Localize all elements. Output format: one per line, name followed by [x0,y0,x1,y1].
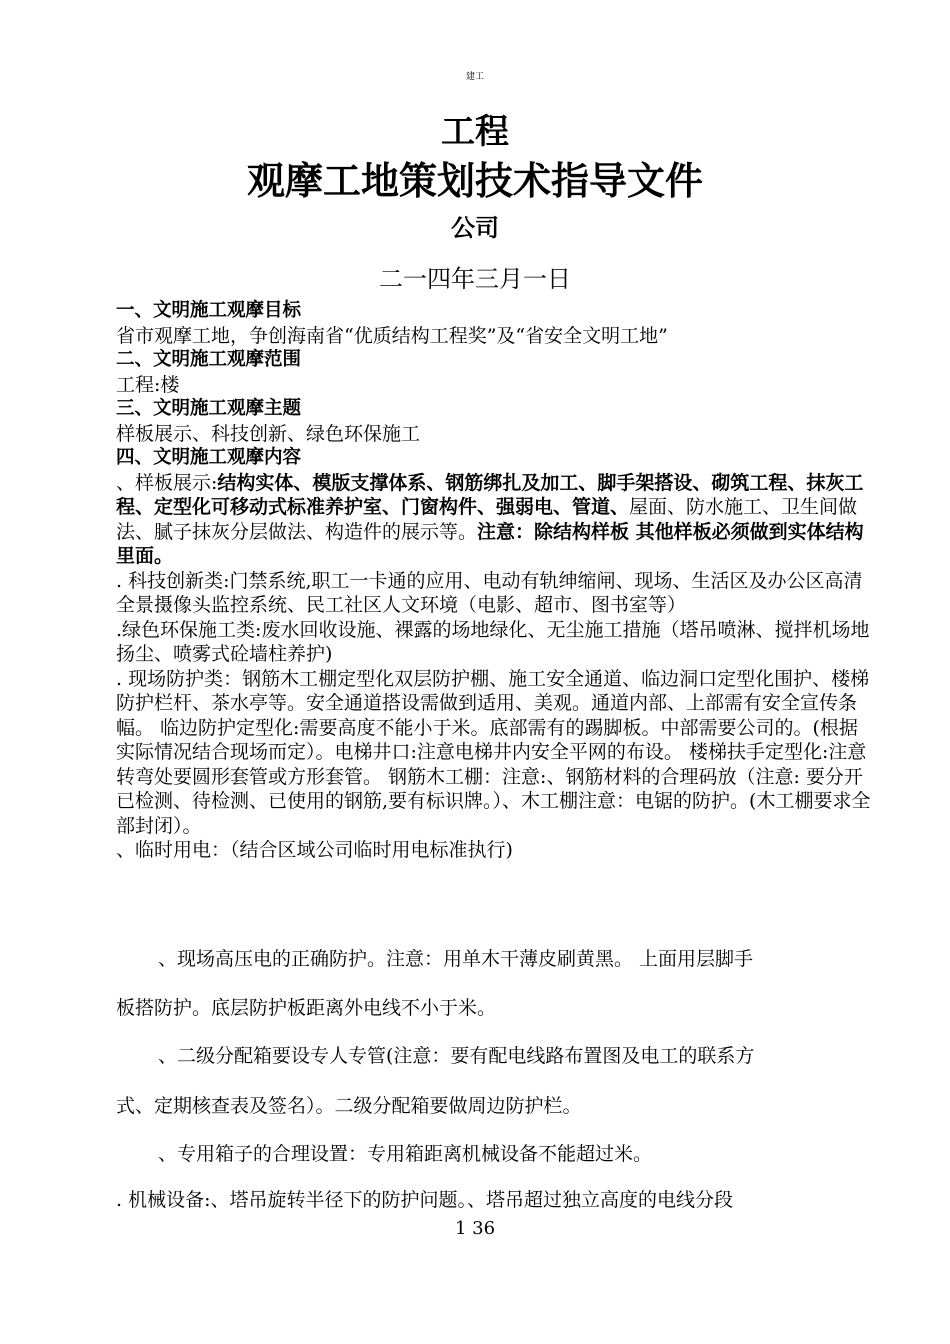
sample-display-paragraph [116,471,876,569]
distribution-box-paragraph [116,1044,876,1068]
section-1-heading: 一、文明施工观摩目标 [116,300,302,321]
sample-display-items: 屋面、防水施工、卫生间做法、腻子抹灰分层做法、构造件的展示等。 [116,496,858,543]
hv-protection-paragraph-cont [116,996,876,1020]
section-3-body: 样板展示、科技创新、绿色环保施工 [116,422,421,445]
page-header: 建工 [465,72,484,82]
distribution-box-paragraph-cont [116,1094,876,1118]
cover-title-line1: 工程 [441,112,509,152]
hv-protection-line2: 板搭防护。底层防护板距离外电线不小于米。 [116,997,497,1019]
hv-protection-paragraph [116,947,876,971]
distribution-box-line1: 、二级分配箱要设专人专管(注意：要有配电线路布置图及电工的联系方 [158,1045,755,1067]
cover-company: 公司 [451,214,499,242]
hv-protection-line1: 、现场高压电的正确防护。注意：用单木干薄皮刷黄黑。 上面用层脚手 [158,948,754,970]
page-total: 36 [472,1218,496,1239]
special-box-paragraph [116,1142,876,1166]
document-body [116,299,876,863]
page-number: 1 [454,1218,467,1239]
section-4-heading: 四、文明施工观摩内容 [116,447,302,468]
section-2-heading: 二、文明施工观摩范围 [116,349,302,370]
page-footer [0,1218,950,1239]
section-2-body: 工程:楼 [116,373,180,396]
cover-title-line2: 观摩工地策划技术指导文件 [246,159,703,203]
sample-display-items-bold: 结构实体、模版支撑体系、钢筋绑扎及加工、脚手架搭设、砌筑工程、抹灰工程、定型化可移动式标准养护室、门窗构件、强弱电、管道、 [116,471,864,518]
special-box-line1: 、专用箱子的合理设置：专用箱距离机械设备不能超过米。 [158,1143,653,1165]
site-protection-paragraph: . 现场防护类：钢筋木工棚定型化双层防护棚、施工安全通道、临边洞口定型化围护、楼梯防护栏杆、茶水亭等。安全通道搭设需做到适用、美观。通道内部、上部需有安全宣传条幅。 临边防护定型化:需要高度不能小于米。底部需有的踢脚板。中部需要公司的。(根据实际情况结合现场而定）。电梯井口:注意电梯井内安全平网的布设。 楼梯扶手定型化:注意转弯处要圆形套管或方形套管。 钢筋木工棚：注意:、钢筋材料的合理码放（注意: 要分开已检测、待检测、已使用的钢筋,要有标识牌。）、木工棚注意：电锯的防护。(木工棚要求全部封闭）。 [116,667,871,837]
machinery-paragraph [116,1188,876,1212]
tech-innovation-paragraph: . 科技创新类:门禁系统,职工一卡通的应用、电动有轨绅缩闸、现场、生活区及办公区高清全景摄像头监控系统、民工社区人文环境（电影、超市、图书室等） [116,569,863,616]
distribution-box-line2: 式、定期核查表及签名）。二级分配箱要做周边防护栏。 [116,1095,582,1117]
sample-display-note: 注意：除结构样板 其他样板必须做到实体结构里面。 [116,520,864,567]
sample-display-prefix: 、样板展示: [116,471,218,494]
section-3-heading: 三、文明施工观摩主题 [116,398,302,419]
green-construction-paragraph: .绿色环保施工类:废水回收设施、裸露的场地绿化、无尘施工措施（塔吊喷淋、搅拌机场地扬尘、喷雾式砼墙柱养护) [116,618,870,665]
section-1-body: 省市观摩工地，争创海南省“优质结构工程奖”及“省安全文明工地” [116,324,668,347]
cover-date: 二一四年三月一日 [379,265,571,293]
temporary-power-paragraph: 、临时用电：（结合区域公司临时用电标准执行) [116,839,513,861]
machinery-line1: . 机械设备:、塔吊旋转半径下的防护问题。、塔吊超过独立高度的电线分段 [116,1189,733,1211]
